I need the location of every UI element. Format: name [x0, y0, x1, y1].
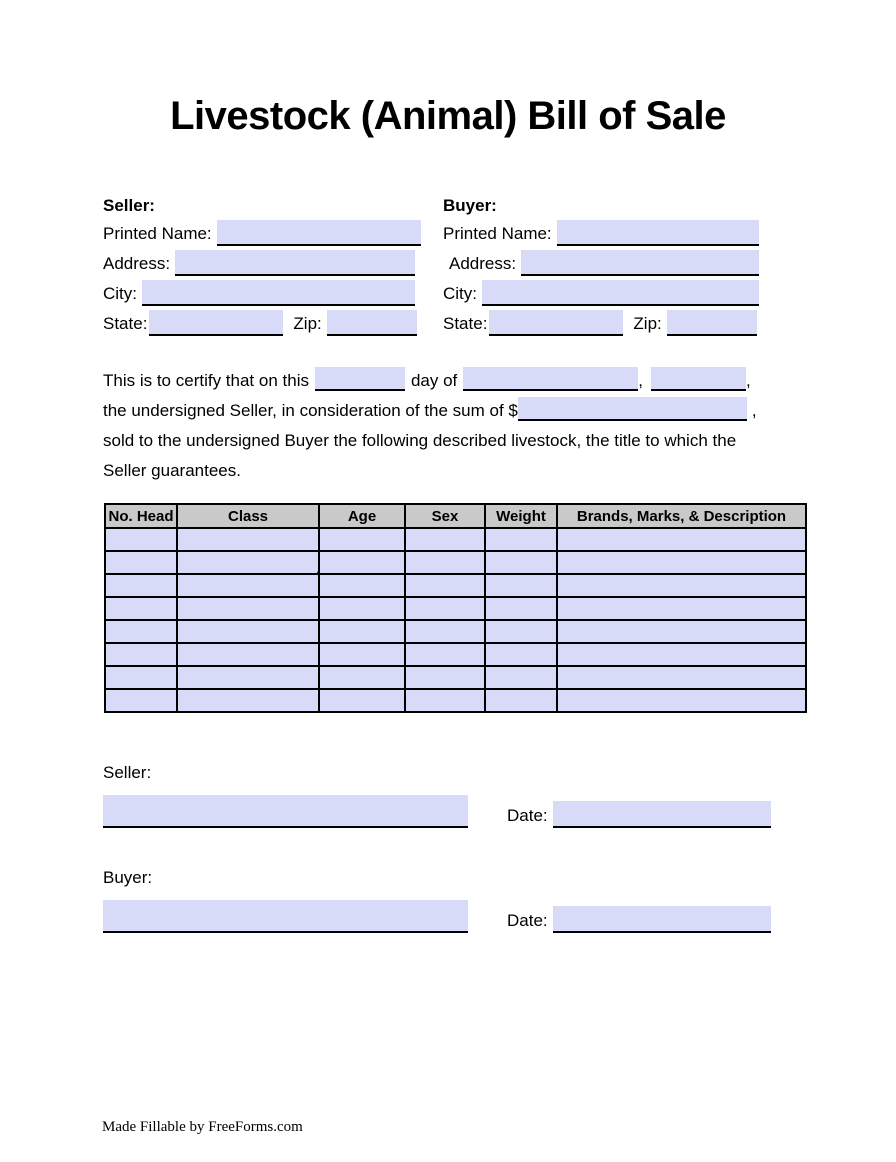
table-cell[interactable] — [177, 620, 319, 643]
seller-date-field[interactable] — [553, 801, 771, 828]
certification-line-4: Seller guarantees. — [103, 461, 241, 480]
table-cell[interactable] — [485, 597, 557, 620]
seller-state-field[interactable] — [149, 310, 283, 336]
table-cell[interactable] — [557, 528, 806, 551]
cert-comma-3: , — [751, 401, 757, 420]
column-header: Age — [319, 504, 405, 528]
seller-signature-field[interactable] — [103, 795, 468, 828]
seller-state-zip-row — [103, 306, 421, 336]
table-cell[interactable] — [319, 643, 405, 666]
table-row — [105, 643, 806, 666]
column-header: Sex — [405, 504, 485, 528]
table-cell[interactable] — [319, 666, 405, 689]
table-cell[interactable] — [557, 574, 806, 597]
table-cell[interactable] — [177, 528, 319, 551]
buyer-city-field[interactable] — [482, 280, 759, 306]
column-header: Class — [177, 504, 319, 528]
cert-text-3: the undersigned Seller, in consideration of the sum of $ — [103, 401, 518, 420]
buyer-date-field[interactable] — [553, 906, 771, 933]
table-cell[interactable] — [319, 597, 405, 620]
seller-date-label: Date: — [507, 806, 548, 825]
buyer-state-zip-row — [443, 306, 765, 336]
page-title: Livestock (Animal) Bill of Sale — [170, 94, 726, 138]
table-cell[interactable] — [557, 620, 806, 643]
table-row — [105, 597, 806, 620]
table-cell[interactable] — [405, 597, 485, 620]
table-cell[interactable] — [405, 574, 485, 597]
table-cell[interactable] — [177, 689, 319, 712]
certification-line-3: sold to the undersigned Buyer the following described livestock, the title to which the — [103, 431, 737, 450]
livestock-table-header-row — [105, 504, 806, 528]
table-cell[interactable] — [105, 643, 177, 666]
livestock-table-body — [105, 528, 806, 712]
buyer-city-label: City: — [443, 284, 477, 303]
table-cell[interactable] — [485, 574, 557, 597]
table-cell[interactable] — [319, 528, 405, 551]
table-cell[interactable] — [557, 689, 806, 712]
table-cell[interactable] — [405, 551, 485, 574]
table-cell[interactable] — [319, 551, 405, 574]
table-cell[interactable] — [557, 597, 806, 620]
buyer-address-field[interactable] — [521, 250, 759, 276]
buyer-address-row — [443, 246, 765, 276]
seller-zip-field[interactable] — [327, 310, 417, 336]
cert-comma-2: , — [746, 371, 751, 390]
buyer-date-label: Date: — [507, 911, 548, 930]
table-cell[interactable] — [405, 689, 485, 712]
seller-address-label: Address: — [103, 254, 171, 273]
table-cell[interactable] — [485, 666, 557, 689]
certification-paragraph — [103, 366, 803, 486]
buyer-zip-field[interactable] — [667, 310, 757, 336]
table-cell[interactable] — [177, 551, 319, 574]
seller-heading: Seller: — [103, 196, 155, 215]
buyer-printed-name-row — [443, 216, 765, 246]
table-cell[interactable] — [557, 551, 806, 574]
table-cell[interactable] — [319, 689, 405, 712]
table-row — [105, 551, 806, 574]
column-header: Brands, Marks, & Description — [557, 504, 806, 528]
seller-signature-heading: Seller: — [103, 763, 152, 782]
cert-text-2: day of — [410, 371, 458, 390]
table-cell[interactable] — [105, 597, 177, 620]
buyer-printed-name-label: Printed Name: — [443, 224, 552, 243]
day-field[interactable] — [315, 367, 405, 391]
table-row — [105, 574, 806, 597]
cert-text-1: This is to certify that on this — [103, 371, 309, 390]
table-cell[interactable] — [319, 574, 405, 597]
table-cell[interactable] — [105, 620, 177, 643]
stray-period-mark: . — [316, 560, 320, 576]
buyer-info-section — [443, 196, 765, 336]
month-field[interactable] — [463, 367, 638, 391]
seller-state-label: State: — [103, 314, 148, 333]
seller-zip-label: Zip: — [293, 314, 322, 333]
table-cell[interactable] — [557, 666, 806, 689]
seller-info-section — [103, 196, 421, 336]
table-row — [105, 528, 806, 551]
seller-city-row — [103, 276, 421, 306]
table-cell[interactable] — [405, 528, 485, 551]
table-row — [105, 666, 806, 689]
buyer-state-label: State: — [443, 314, 488, 333]
column-header: No. Head — [105, 504, 177, 528]
year-field[interactable] — [651, 367, 746, 391]
buyer-address-label: Address: — [449, 254, 517, 273]
table-cell[interactable] — [485, 689, 557, 712]
buyer-signature-heading: Buyer: — [103, 868, 153, 887]
buyer-city-row — [443, 276, 765, 306]
cert-comma-1: , — [638, 371, 644, 390]
seller-printed-name-row — [103, 216, 421, 246]
table-cell[interactable] — [105, 666, 177, 689]
table-cell[interactable] — [405, 620, 485, 643]
buyer-printed-name-field[interactable] — [557, 220, 759, 246]
table-cell[interactable] — [105, 551, 177, 574]
sum-field[interactable] — [518, 397, 747, 421]
table-cell[interactable] — [405, 643, 485, 666]
table-cell[interactable] — [319, 620, 405, 643]
table-cell[interactable] — [177, 666, 319, 689]
buyer-state-field[interactable] — [489, 310, 623, 336]
table-row — [105, 689, 806, 712]
table-cell[interactable] — [177, 574, 319, 597]
table-cell[interactable] — [177, 597, 319, 620]
table-cell[interactable] — [485, 528, 557, 551]
footer-credit: Made Fillable by FreeForms.com — [102, 1119, 303, 1135]
buyer-zip-label: Zip: — [633, 314, 662, 333]
table-cell[interactable] — [557, 643, 806, 666]
column-header: Weight — [485, 504, 557, 528]
table-cell[interactable] — [485, 551, 557, 574]
table-cell[interactable] — [105, 689, 177, 712]
table-cell[interactable] — [105, 574, 177, 597]
buyer-heading: Buyer: — [443, 196, 497, 215]
seller-city-label: City: — [103, 284, 137, 303]
certification-line-1 — [103, 366, 803, 396]
seller-city-field[interactable] — [142, 280, 415, 306]
seller-address-row — [103, 246, 421, 276]
certification-line-2 — [103, 396, 803, 426]
seller-printed-name-field[interactable] — [217, 220, 421, 246]
table-cell[interactable] — [485, 643, 557, 666]
buyer-signature-field[interactable] — [103, 900, 468, 933]
seller-address-field[interactable] — [175, 250, 415, 276]
table-row — [105, 620, 806, 643]
seller-printed-name-label: Printed Name: — [103, 224, 212, 243]
table-cell[interactable] — [405, 666, 485, 689]
livestock-table — [104, 503, 807, 713]
table-cell[interactable] — [177, 643, 319, 666]
table-cell[interactable] — [485, 620, 557, 643]
table-cell[interactable] — [105, 528, 177, 551]
